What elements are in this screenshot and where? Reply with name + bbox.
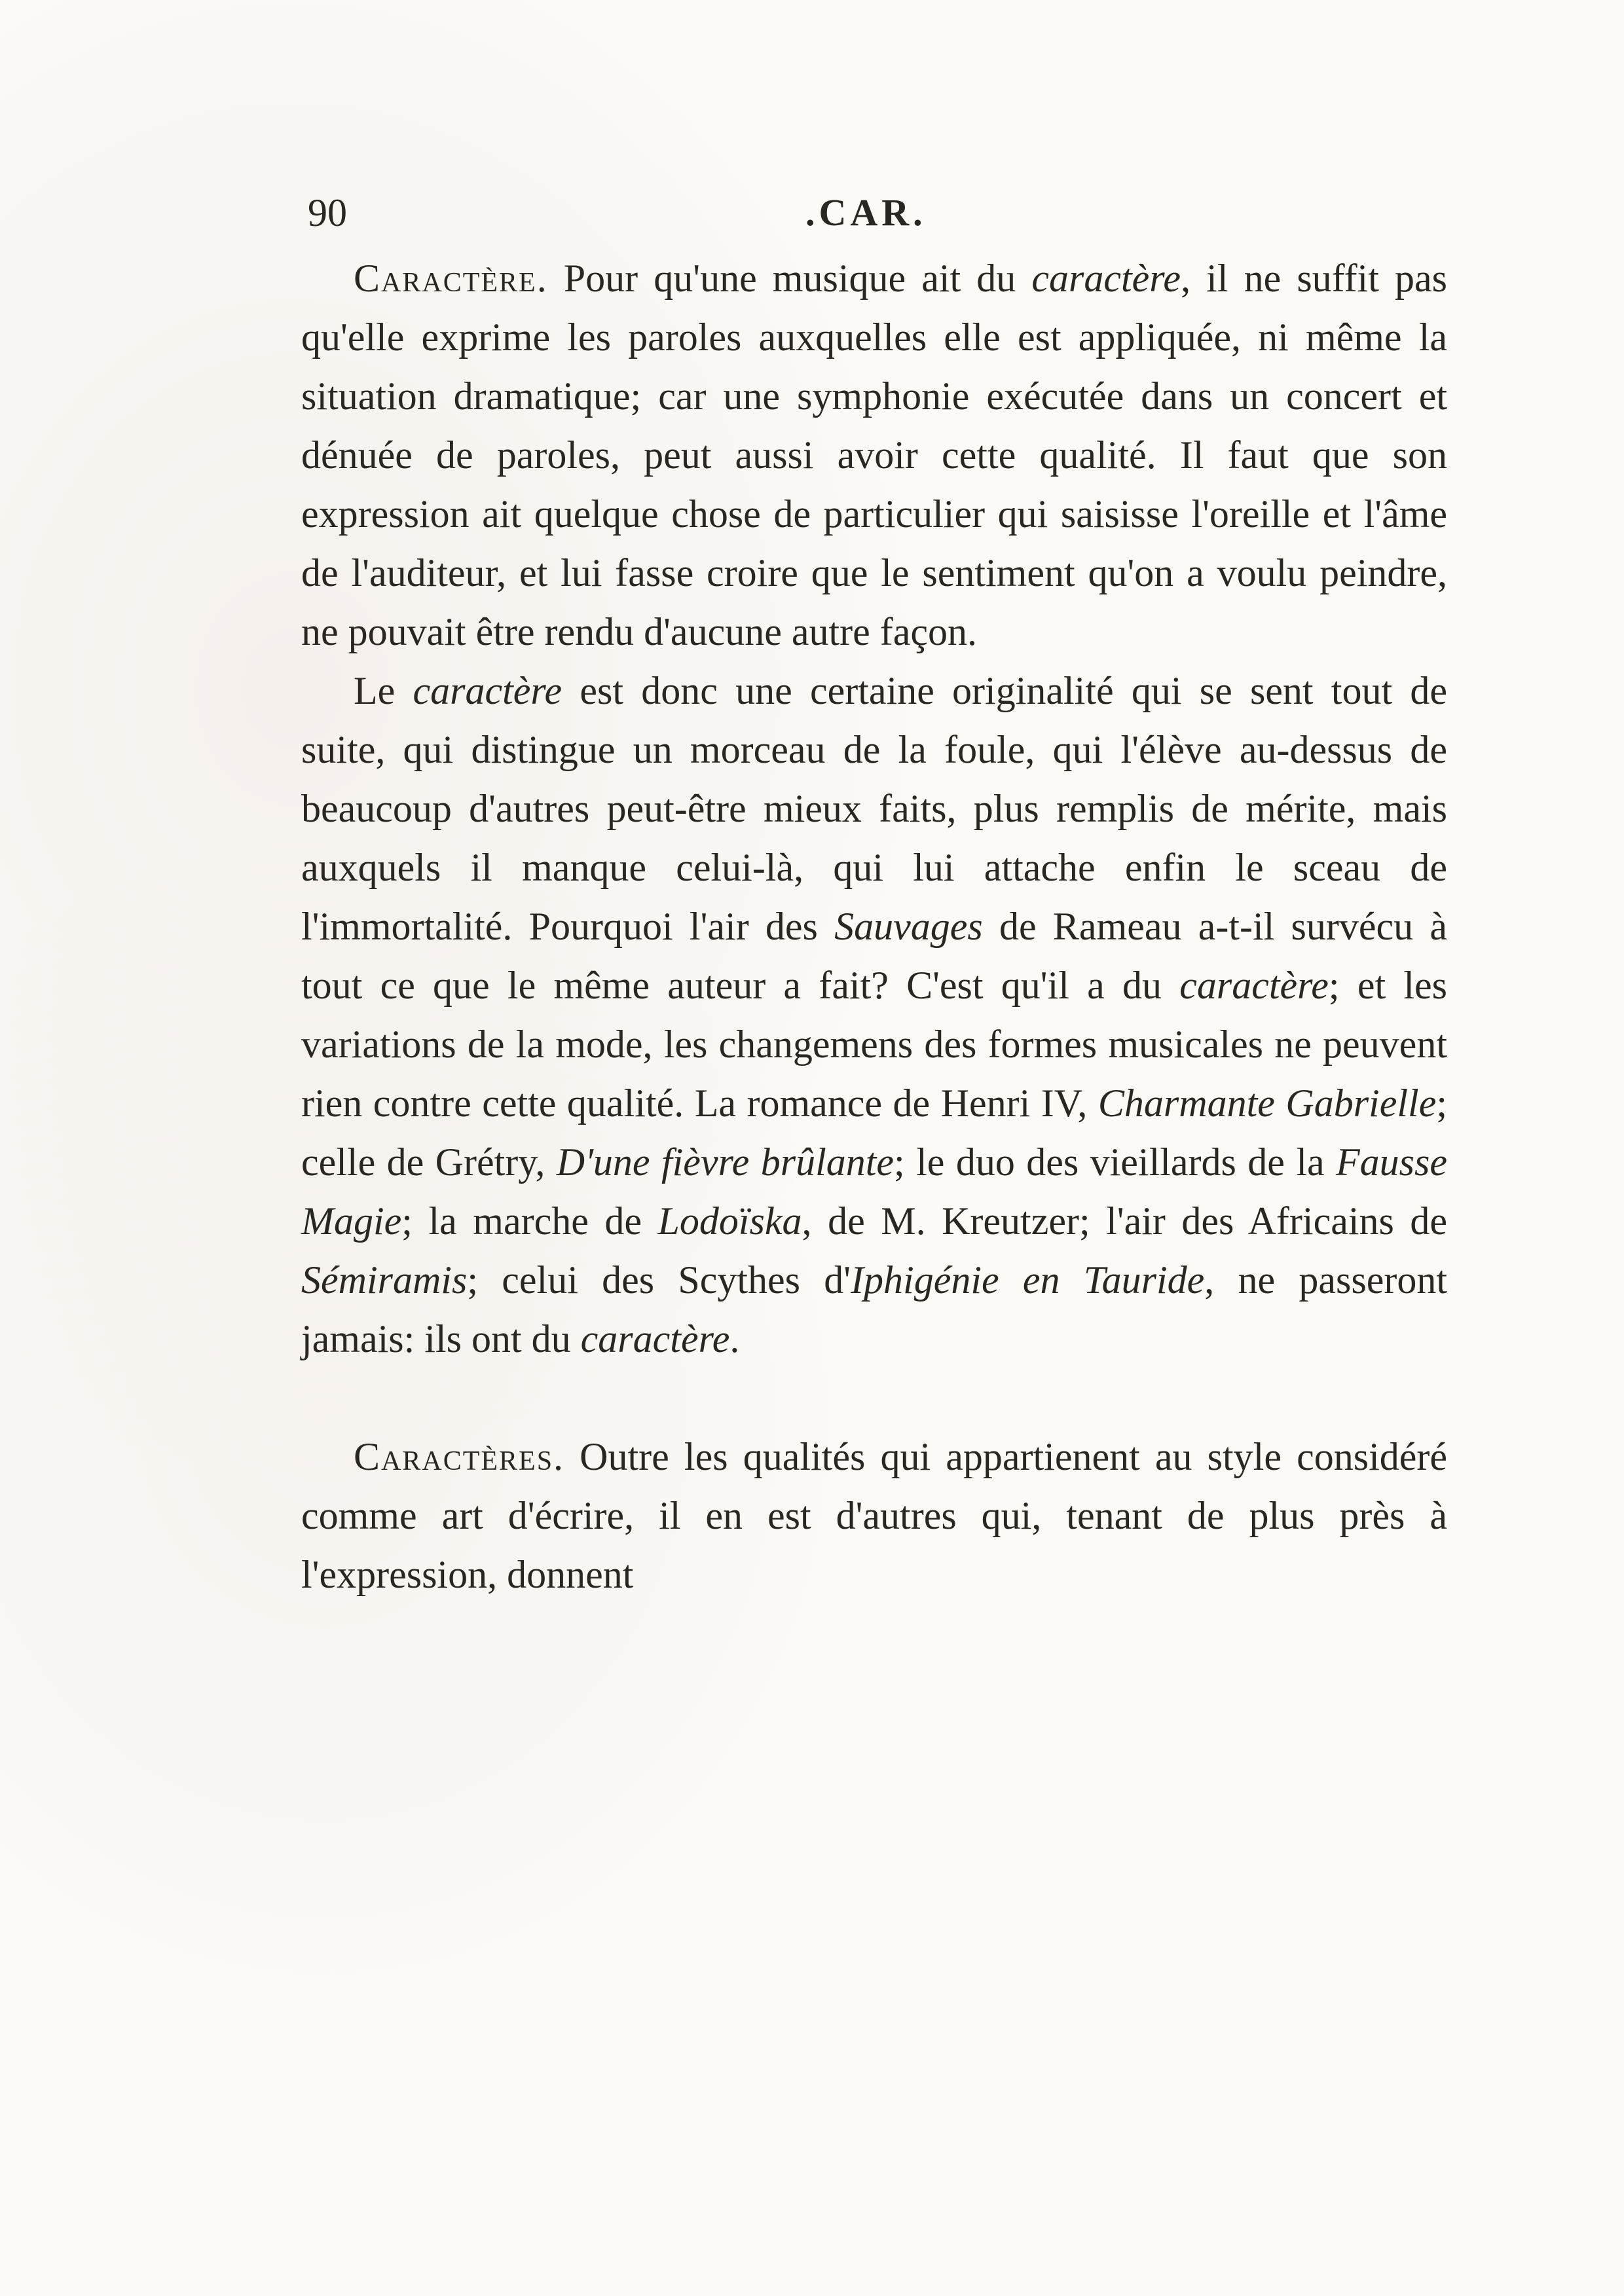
italic-term: caractère bbox=[413, 669, 563, 712]
italic-title: Iphigénie en Tauride bbox=[851, 1258, 1205, 1302]
headword-caracteres: Caractères. bbox=[354, 1435, 565, 1478]
page-header bbox=[308, 183, 1441, 242]
text-segment: ; et les variations de la mode, les changemens des formes musicales ne peuvent rien contre cette qualité. La romance de Henri IV, bbox=[301, 964, 1447, 1125]
italic-term: caractère bbox=[1179, 964, 1329, 1007]
italic-title: Charmante Gabrielle bbox=[1098, 1082, 1437, 1125]
text-segment: . bbox=[729, 1317, 740, 1360]
headword-caractere: Caractère. bbox=[354, 257, 548, 300]
italic-term: caractère bbox=[580, 1317, 730, 1360]
text-segment: Outre les qualités qui appartienent au style considéré comme art d'écrire, il en est d'autres qui, tenant de plus près à l'expression, donnent bbox=[301, 1435, 1447, 1596]
page-number: 90 bbox=[308, 191, 347, 234]
text-segment: ; celui des Scythes d' bbox=[467, 1258, 851, 1302]
entry-caracteres bbox=[301, 1427, 1447, 1604]
italic-title: D'une fièvre brûlante bbox=[556, 1140, 895, 1184]
running-head: .CAR. bbox=[805, 191, 927, 234]
italic-title: Lodoïska bbox=[657, 1199, 802, 1243]
text-segment: , il ne suffit pas qu'elle exprime les paroles auxquelles elle est appliquée, ni même la situation dramatique; car une symphonie exécutée dans un concert et dénuée de paroles, peut aussi avoir cette qualité. Il faut que son expression ait quelque chose de particulier qui saisisse l'oreille et l'âme de l'auditeur, et lui fasse croire que le sentiment qu'on a voulu peindre, ne pouvait être rendu d'aucune autre façon. bbox=[301, 257, 1447, 653]
text-segment: ; la marche de bbox=[401, 1199, 658, 1243]
italic-title: Fausse Magie bbox=[301, 1140, 1448, 1243]
paragraph-definition bbox=[301, 661, 1447, 1368]
text-segment: Le bbox=[354, 669, 413, 712]
text-segment: , de M. Kreutzer; l'air des Africains de bbox=[802, 1199, 1447, 1243]
entry-caractere bbox=[301, 249, 1447, 661]
text-segment: , ne passeront jamais: ils ont du bbox=[301, 1258, 1447, 1360]
text-segment: ; le duo des vieillards de la bbox=[894, 1140, 1337, 1184]
text-segment: est donc une certaine originalité qui se sent tout de suite, qui distingue un morceau de la foule, qui l'élève au-dessus de beaucoup d'autres peut-être mieux faits, plus remplis de mérite, mais auxquels il manque celui-là, qui lui attache enfin le sceau de l'immortalité. Pourquoi l'air des bbox=[301, 669, 1448, 948]
italic-title: Sémiramis bbox=[301, 1258, 468, 1302]
italic-term: caractère bbox=[1031, 257, 1181, 300]
italic-title: Sauvages bbox=[834, 905, 983, 948]
text-segment: Pour qu'une musique ait du bbox=[547, 257, 1032, 300]
text-segment: ; celle de Grétry, bbox=[301, 1082, 1448, 1184]
body-text bbox=[301, 249, 1447, 1604]
text-segment: de Rameau a-t-il survécu à tout ce que le même auteur a fait? C'est qu'il a du bbox=[301, 905, 1447, 1007]
